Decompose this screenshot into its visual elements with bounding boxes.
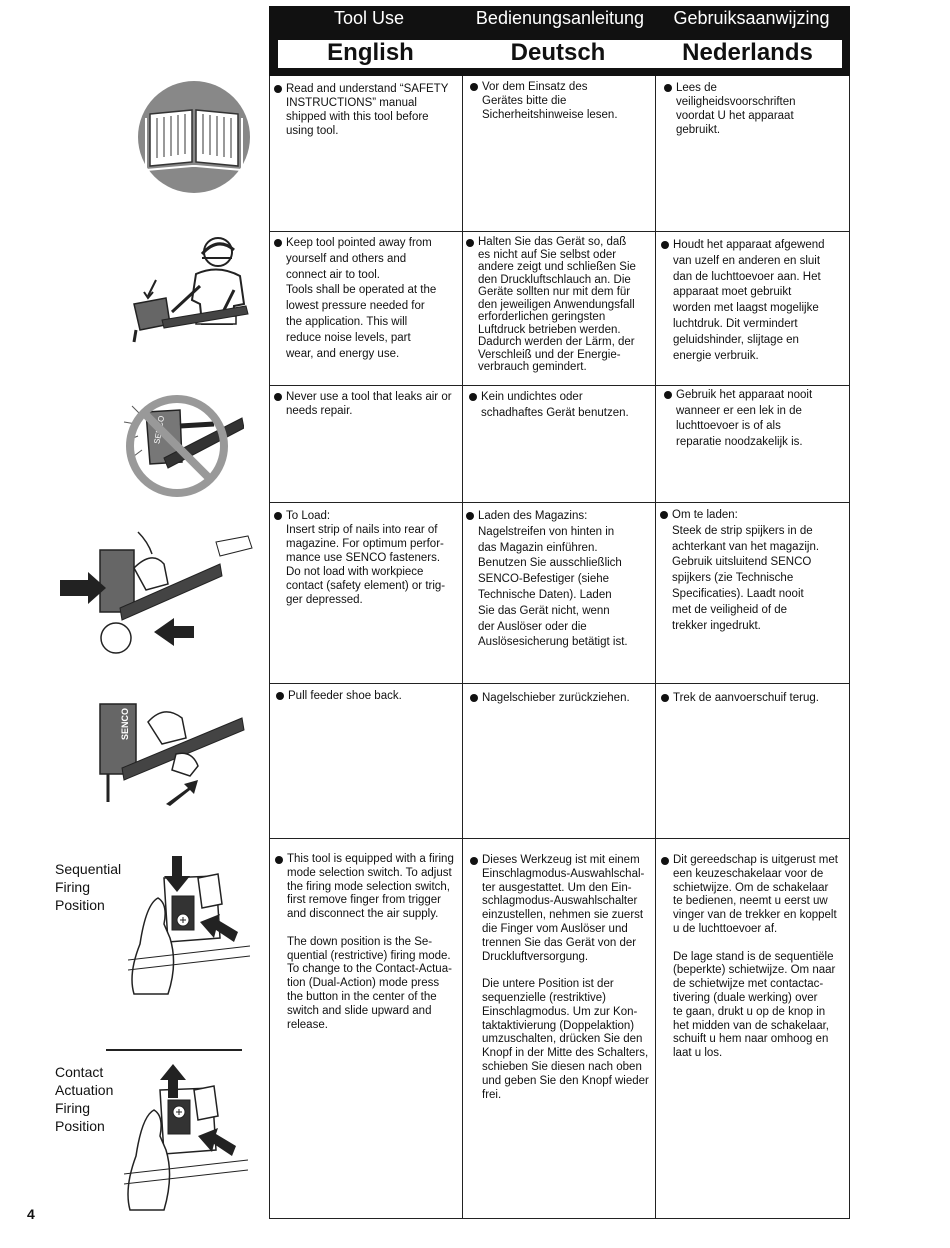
load-nails-icon: [60, 528, 260, 654]
table-border-bottom: [269, 1218, 850, 1219]
row1-nederlands-text: Lees de veiligheidsvoorschriften voordat U het apparaat gebruikt.: [676, 82, 796, 136]
row5-nederlands: [661, 691, 849, 705]
language-nederlands: Nederlands: [682, 39, 813, 66]
row6-english-text: This tool is equipped with a firing mode selection switch. To adjust the firing mode selection switch, first remove finger from trigger and disconnect the air supply. The down position is the Se- quential (restrictive) firing mode. To change to the Contact-Actua- tion (Dual-Action) mode press the button in the center of the switch and slide upward and release.: [287, 853, 454, 1031]
row2-deutsch: [466, 236, 656, 374]
row3-english-text: Never use a tool that leaks air or needs repair.: [286, 391, 452, 417]
row-divider: [269, 502, 850, 503]
header-title-bedienungsanleitung: Bedienungsanleitung: [475, 8, 645, 28]
sequential-switch-icon: [128, 854, 250, 1000]
svg-text:SENCO: SENCO: [120, 707, 130, 740]
bullet: [469, 393, 477, 401]
row6-deutsch-text: Dieses Werkzeug ist mit einem Einschlagmodus-Auswahlschal- ter ausgestattet. Um den Ein- schlagmodus-Auswahlschalter einzustellen, nehmen sie zuerst die Finger vom Auslöser und trennen Sie das Gerät von der Druckluftversorgung. Die untere Position ist der sequenzielle (restriktive) Einschlagmodus. Um zur Kon- taktaktivierung (Doppelaktion) umzuschalten, drücken Sie den Knopf in der Mitte des Schalters, schieben Sie diesen nach oben und geben Sie den Knopf wieder frei.: [482, 854, 649, 1101]
row4-nederlands: [660, 508, 850, 634]
row3-deutsch-text: Kein undichtes oder schadhaftes Gerät benutzen.: [481, 391, 629, 419]
row1-deutsch-text: Vor dem Einsatz des Gerätes bitte die Sicherheitshinweise lesen.: [482, 81, 618, 121]
bullet: [466, 239, 474, 247]
bullet: [661, 241, 669, 249]
contact-actuation-switch-icon: [124, 1060, 248, 1214]
row-divider: [269, 838, 850, 839]
row5-deutsch: [470, 691, 655, 705]
row1-nederlands: [664, 81, 848, 137]
row4-english: [274, 509, 462, 607]
language-bar: [278, 40, 842, 68]
bullet: [274, 85, 282, 93]
language-deutsch: Deutsch: [510, 39, 606, 66]
bullet: [470, 83, 478, 91]
row-divider: [269, 385, 850, 386]
language-english: English: [327, 39, 414, 66]
bullet: [466, 512, 474, 520]
bullet: [664, 84, 672, 92]
row1-english-text: Read and understand “SAFETY INSTRUCTIONS” manual shipped with this tool before using tool.: [286, 83, 449, 137]
table-header: [269, 6, 850, 76]
contact-actuation-label: Contact Actuation Firing Position: [55, 1064, 114, 1134]
bullet: [274, 393, 282, 401]
row5-nederlands-text: Trek de aanvoerschuif terug.: [673, 692, 819, 704]
manual-book-icon: [136, 80, 252, 194]
row2-english-text: Keep tool pointed away from yourself and others and connect air to tool. Tools shall be operated at the lowest pressure needed for the application. This will reduce noise levels, part wear, and energy use.: [286, 237, 437, 360]
row-divider: [269, 683, 850, 684]
row1-deutsch: [470, 80, 654, 122]
row3-nederlands: [664, 388, 849, 450]
bullet: [470, 694, 478, 702]
row2-deutsch-text: Halten Sie das Gerät so, daß es nicht auf Sie selbst oder andere zeigt und schließen Sie den Druckluftschlauch an. Die Geräte sollten nur mit dem für den jeweiligen Anwendungsfall erforderlichen geringsten Luftdruck betrieben werden. Dadurch werden der Lärm, der Verschleiß und der Energie- verbrauch gemindert.: [478, 236, 636, 373]
row-divider: [269, 231, 850, 232]
page-number: 4: [27, 1206, 35, 1222]
row2-nederlands-text: Houdt het apparaat afgewend van uzelf en anderen en sluit dan de luchttoevoer aan. Het apparaat moet gebruikt worden met laagst mogelijke luchtdruk. Dit vermindert geluidshinder, slijtage en energie verbruik.: [673, 239, 825, 362]
bullet: [664, 391, 672, 399]
row4-deutsch-text: Laden des Magazins: Nagelstreifen von hinten in das Magazin einführen. Benutzen Sie ausschließlich SENCO-Befestiger (siehe Technische Daten). Laden Sie das Gerät nicht, wenn der Auslöser oder die Auslösesicherung betätigt ist.: [478, 510, 628, 649]
bullet: [661, 694, 669, 702]
worker-with-nailer-icon: [126, 234, 256, 346]
bullet: [660, 511, 668, 519]
row5-english-text: Pull feeder shoe back.: [288, 690, 402, 702]
row4-nederlands-text: Om te laden: Steek de strip spijkers in de achterkant van het magazijn. Gebruik uitsluitend SENCO spijkers (zie Technische Specificaties). Laadt nooit met de veiligheid of de trekker ingedrukt.: [672, 509, 820, 632]
row6-nederlands: [661, 854, 850, 1061]
bullet: [275, 856, 283, 864]
row6-deutsch: [470, 854, 656, 1102]
row3-deutsch: [469, 390, 655, 421]
row6-nederlands-text: Dit gereedschap is uitgerust met een keuzeschakelaar voor de schietwijze. Om de schakelaar te bedienen, neemt u eerst uw vinger van de trekker en koppelt u de luchttoevoer af. De lage stand is de sequentiële (beperkte) schietwijze. Om naar de schietwijze met contactac- tivering (duale werking) over te gaan, drukt u op de knop in het midden van de schakelaar, schuift u hem naar omhoog en laat u los.: [673, 854, 838, 1060]
bullet: [274, 512, 282, 520]
row2-nederlands: [661, 238, 849, 364]
row5-deutsch-text: Nagelschieber zurückziehen.: [482, 692, 630, 704]
row1-english: [274, 82, 460, 138]
row3-english: [274, 390, 462, 418]
bullet: [470, 857, 478, 865]
row5-english: [276, 689, 462, 703]
bullet: [661, 857, 669, 865]
column-divider: [462, 76, 463, 1219]
header-title-tool-use: Tool Use: [333, 8, 405, 28]
row6-english: [275, 853, 462, 1032]
sequential-firing-label: Sequential Firing Position: [55, 861, 122, 913]
illustration-divider: [106, 1049, 242, 1051]
feeder-shoe-icon: [92, 694, 252, 810]
table-border-left: [269, 76, 270, 1219]
row4-english-text: To Load: Insert strip of nails into rear of magazine. For optimum perfor- mance use SENCO fasteners. Do not load with workpiece contact (safety element) or trig- ger depressed.: [286, 510, 446, 606]
no-leaking-tool-icon: [114, 392, 244, 500]
row3-nederlands-text: Gebruik het apparaat nooit wanneer er een lek in de luchttoevoer is of als reparatie noodzakelijk is.: [676, 389, 813, 448]
bullet: [276, 692, 284, 700]
row4-deutsch: [466, 509, 656, 651]
row2-english: [274, 236, 460, 362]
bullet: [274, 239, 282, 247]
header-title-gebruiksaanwijzing: Gebruiksaanwijzing: [673, 8, 830, 28]
